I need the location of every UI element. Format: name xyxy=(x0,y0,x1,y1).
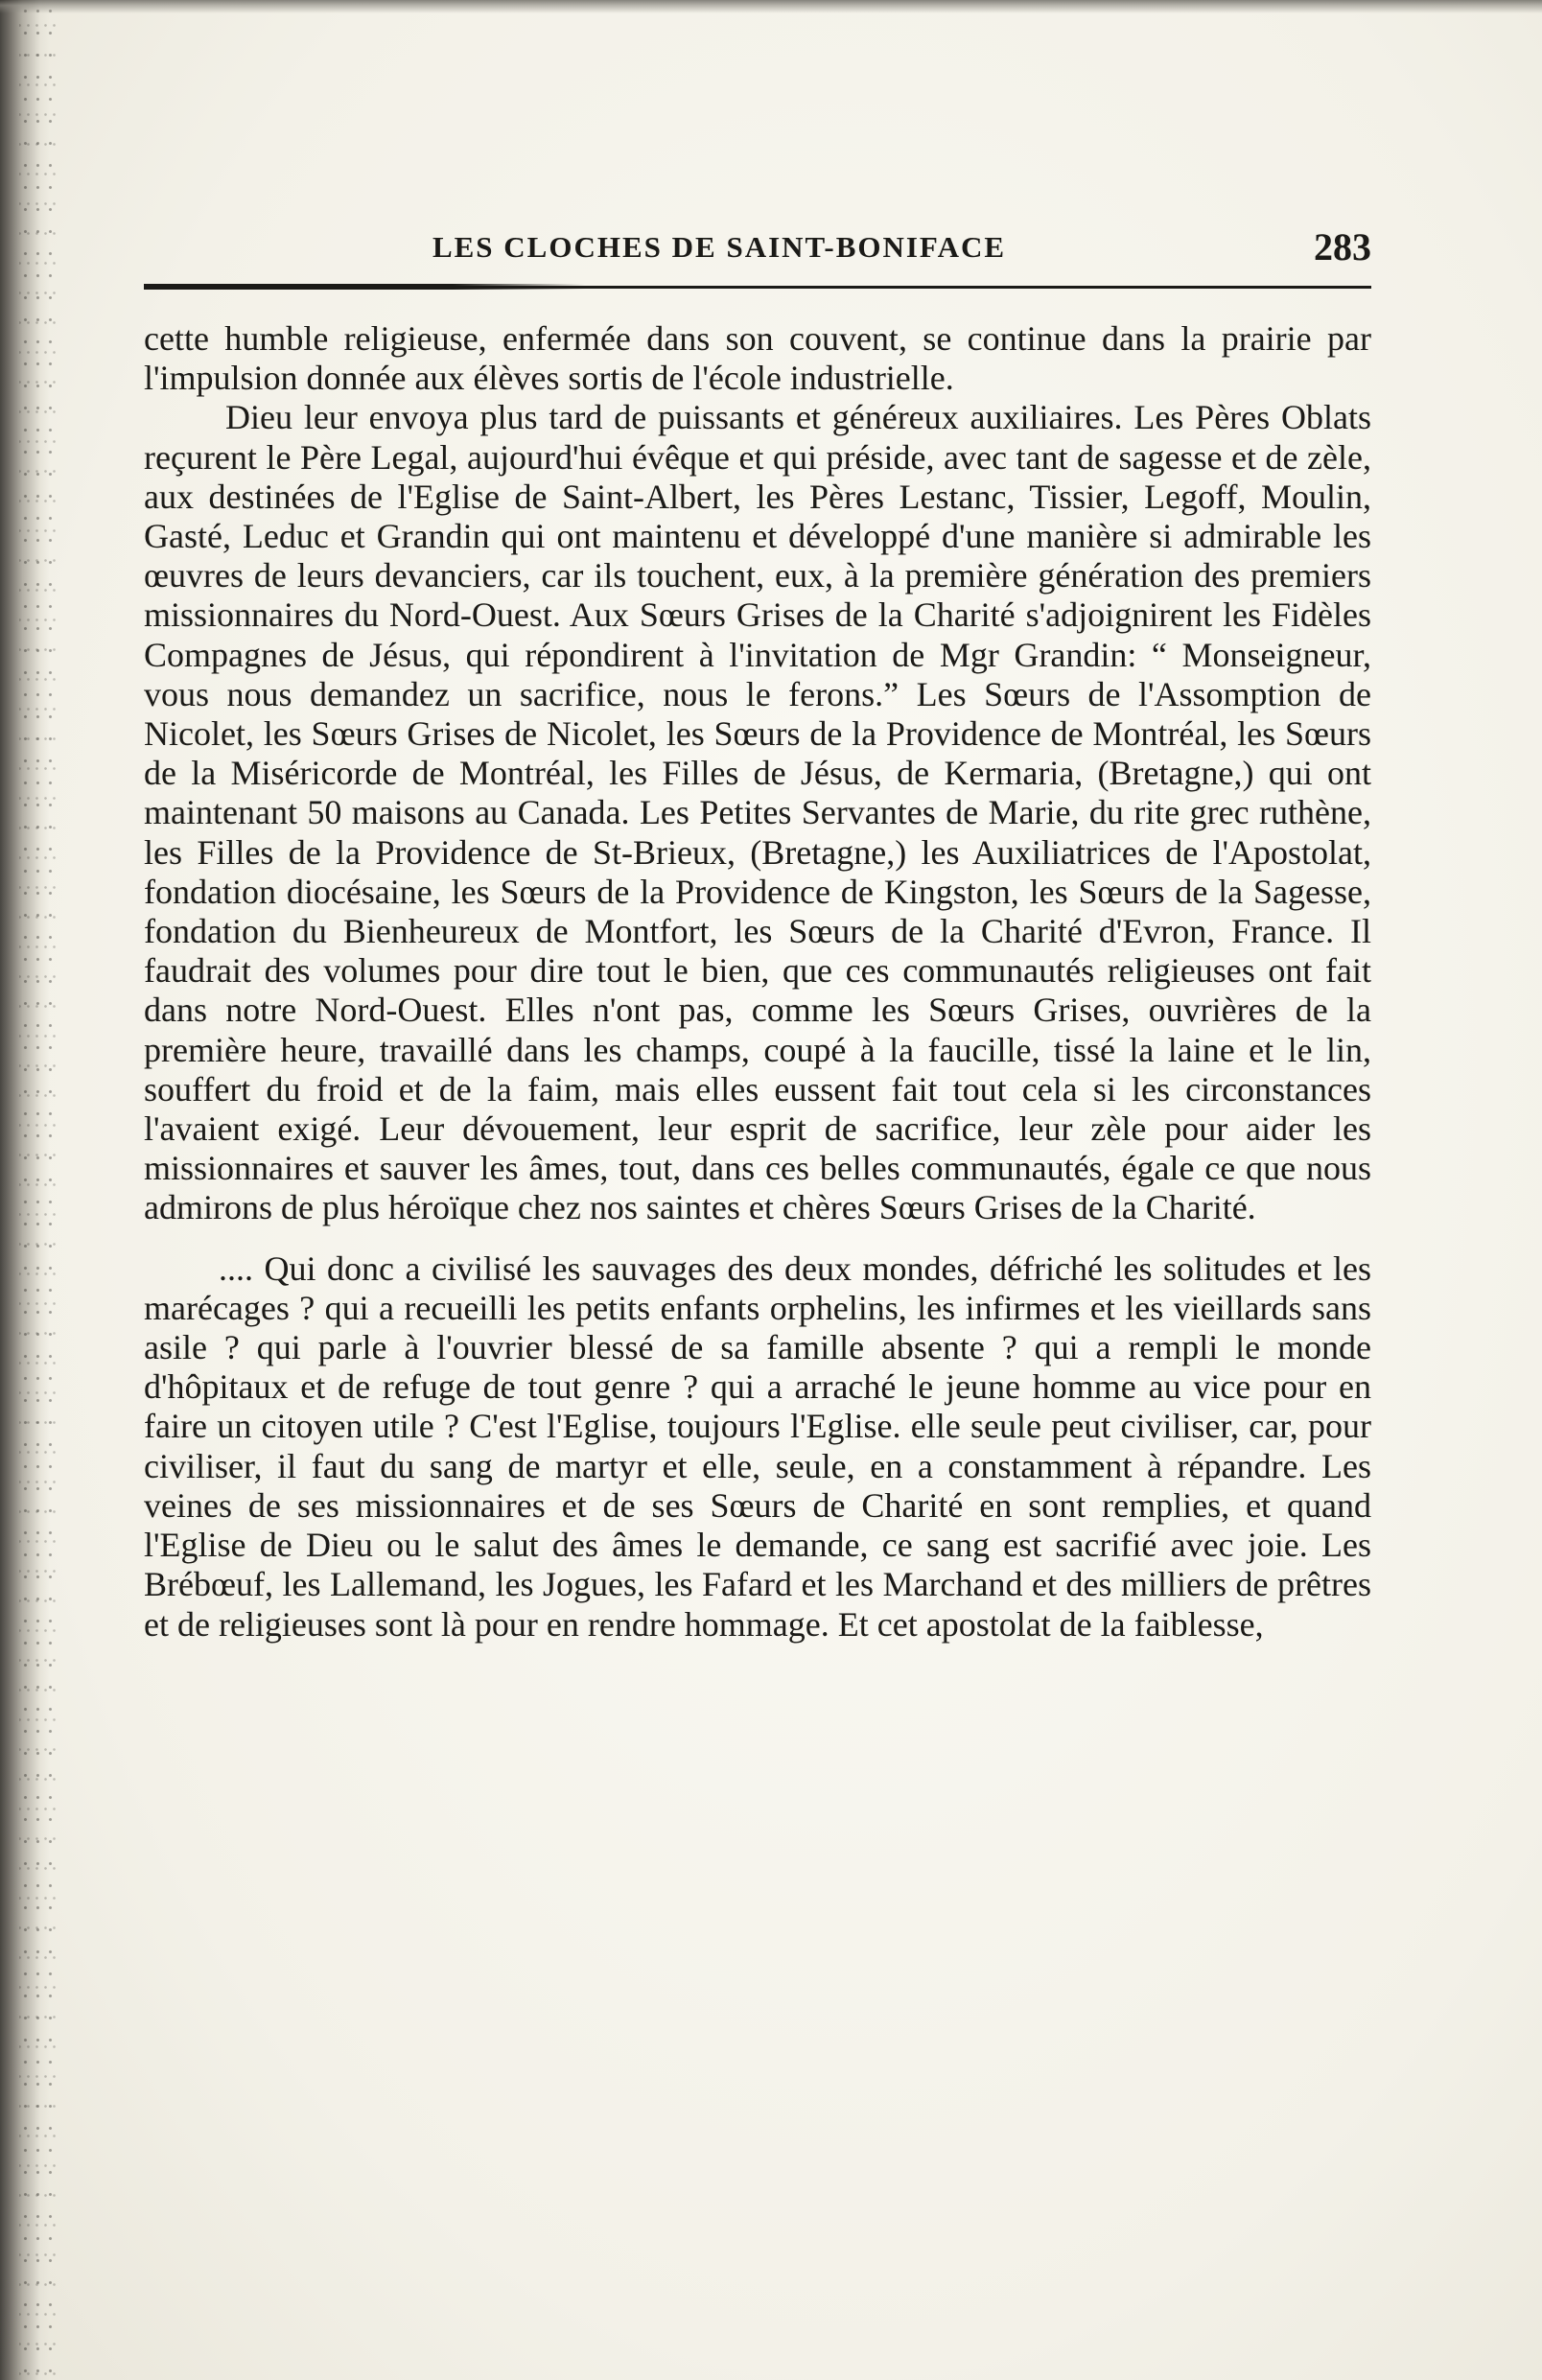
running-title: LES CLOCHES DE SAINT-BONIFACE xyxy=(432,230,1007,264)
page-top-shadow xyxy=(0,0,1542,13)
paragraph: Dieu leur envoya plus tard de puissants et généreux auxiliaires. Les Pères Oblats reçurent le Père Legal, aujourd'hui évêque et qui préside, avec tant de sagesse et de zèle, aux destinées de l'Eglise de Saint-Albert, les Pères Lestanc, Tissier, Legoff, Moulin, Gasté, Leduc et Grandin qui ont maintenu et développé d'une manière si admirable les œuvres de leurs devanciers, car ils touchent, eux, à la première génération des premiers missionnaires du Nord-Ouest. Aux Sœurs Grises de la Charité s'adjoignirent les Fidèles Compagnes de Jésus, qui répondirent à l'invitation de Mgr Grandin: “ Monseigneur, vous nous demandez un sacrifice, nous le ferons.” Les Sœurs de l'Assomption de Nicolet, les Sœurs Grises de Nicolet, les Sœurs de la Providence de Montréal, les Sœurs de la Miséricorde de Montréal, les Filles de Jésus, de Kermaria, (Bretagne,) qui ont maintenant 50 maisons au Canada. Les Petites Servantes de Marie, du rite grec ruthène, les Filles de la Providence de St-Brieux, (Bretagne,) les Auxiliatrices de l'Apostolat, fondation diocésaine, les Sœurs de la Providence de Kingston, les Sœurs de la Sagesse, fondation du Bienheureux de Montfort, les Sœurs de la Charité d'Evron, France. Il faudrait des volumes pour dire tout le bien, que ces communautés religieuses ont fait dans notre Nord-Ouest. Elles n'ont pas, comme les Sœurs Grises, ouvrières de la première heure, travaillé dans les champs, coupé à la faucille, tissé la laine et le lin, souffert du froid et de la faim, mais elles eussent fait tout cela si les circonstances l'avaient exigé. Leur dévouement, leur esprit de sacrifice, leur zèle pour aider les missionnaires et sauver les âmes, tout, dans ces belles communautés, égale ce que nous admirons de plus héroïque chez nos saintes et chères Sœurs Grises de la Charité. xyxy=(144,398,1371,1227)
paragraph-continuation: cette humble religieuse, enfermée dans son couvent, se continue dans la prairie par l'impulsion donnée aux élèves sortis de l'école industrielle. xyxy=(144,319,1371,398)
page-number: 283 xyxy=(1314,225,1371,268)
header-rule xyxy=(144,286,1371,289)
scan-noise xyxy=(19,0,58,2380)
running-head xyxy=(144,219,1371,276)
paragraph: .... Qui donc a civilisé les sauvages des deux mondes, défriché les solitudes et les marécages ? qui a recueilli les petits enfants orphelins, les infirmes et les vieillards sans asile ? qui parle à l'ouvrier blessé de sa famille absente ? qui a rempli le monde d'hôpitaux et de refuge de tout genre ? qui a arraché le jeune homme au vice pour en faire un citoyen utile ? C'est l'Eglise, toujours l'Eglise. elle seule peut civiliser, car, pour civiliser, il faut du sang de martyr et elle, seule, en a constamment à répandre. Les veines de ses missionnaires et de ses Sœurs de Charité en sont remplies, et quand l'Eglise de Dieu ou le salut des âmes le demande, ce sang est sacrifié avec joie. Les Brébœuf, les Lallemand, les Jogues, les Fafard et les Marchand et des milliers de prêtres et de religieuses sont là pour en rendre hommage. Et cet apostolat de la faiblesse, xyxy=(144,1248,1371,1644)
body-text xyxy=(144,319,1371,1645)
